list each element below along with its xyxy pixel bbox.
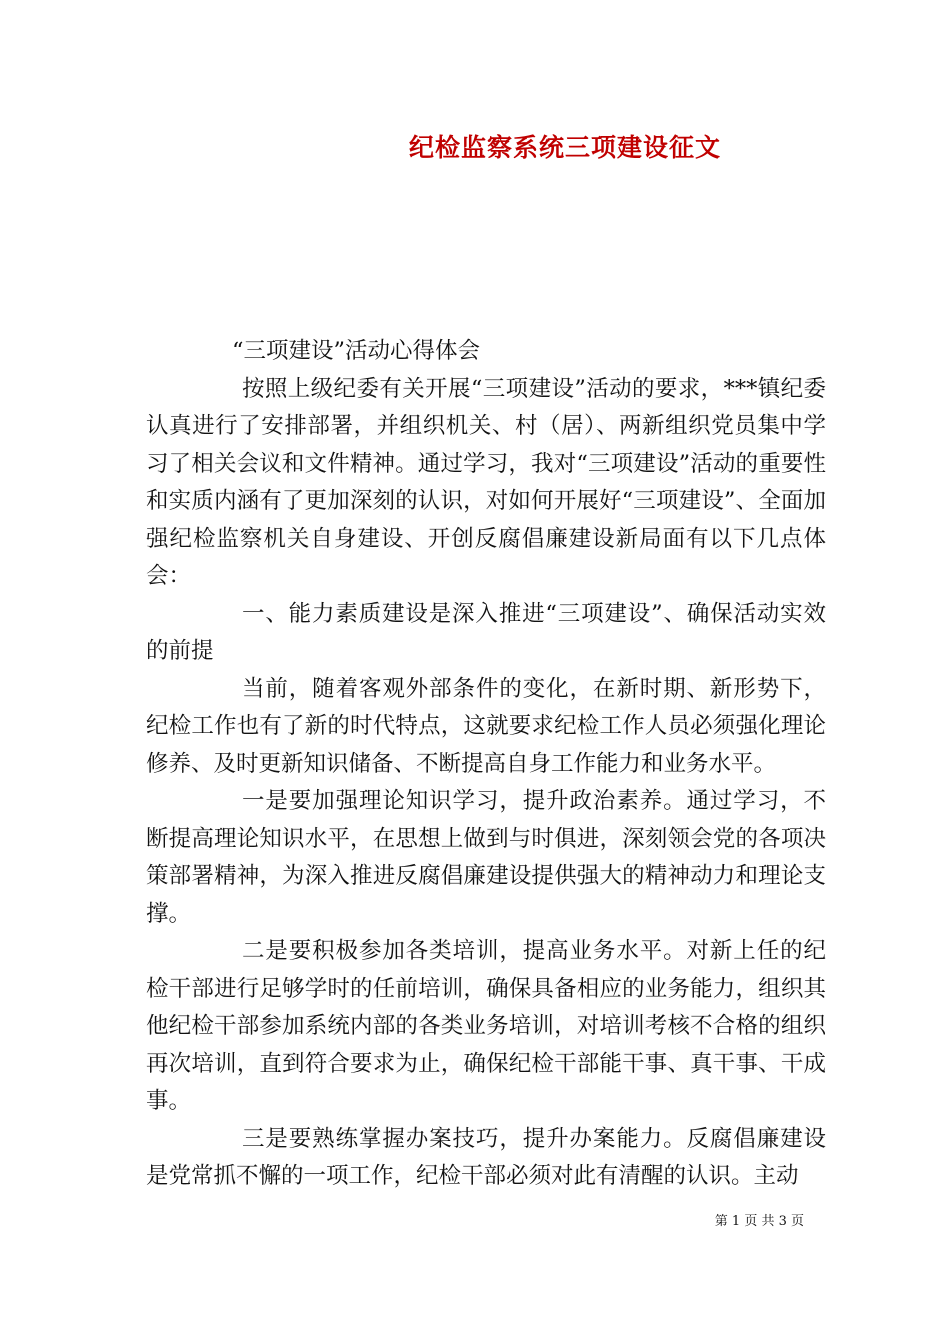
document-subtitle: “三项建设”活动心得体会 — [232, 338, 481, 364]
document-body — [146, 333, 826, 1196]
paragraph-intro: 按照上级纪委有关开展“三项建设”活动的要求，***镇纪委认真进行了安排部署，并组织机关、村（居）、两新组织党员集中学习了相关会议和文件精神。通过学习，我对“三项建设”活动的重要性和实质内涵有了更加深刻的认识，对如何开展好“三项建设”、全面加强纪检监察机关自身建设、开创反腐倡廉建设新局面有以下几点体会： — [146, 375, 826, 589]
paragraph-section-heading: 一、能力素质建设是深入推进“三项建设”、确保活动实效的前提 — [146, 600, 826, 664]
page-number: 第 1 页 共 3 页 — [714, 1214, 804, 1229]
paragraph-point-two: 二是要积极参加各类培训，提高业务水平。对新上任的纪检干部进行足够学时的任前培训，确保具备相应的业务能力，组织其他纪检干部参加系统内部的各类业务培训，对培训考核不合格的组织再次培训，直到符合要求为止，确保纪检干部能干事、真干事、干成事。 — [146, 938, 826, 1114]
paragraph-point-one: 一是要加强理论知识学习，提升政治素养。通过学习，不断提高理论知识水平，在思想上做到与时俱进，深刻领会党的各项决策部署精神，为深入推进反腐倡廉建设提供强大的精神动力和理论支撑。 — [146, 788, 826, 927]
document-title: 纪检监察系统三项建设征文 — [408, 133, 721, 162]
paragraph-context: 当前，随着客观外部条件的变化，在新时期、新形势下，纪检工作也有了新的时代特点，这就要求纪检工作人员必须强化理论修养、及时更新知识储备、不断提高自身工作能力和业务水平。 — [146, 675, 826, 777]
paragraph-point-three: 三是要熟练掌握办案技巧，提升办案能力。反腐倡廉建设是党常抓不懈的一项工作，纪检干部必须对此有清醒的认识。主动 — [146, 1125, 826, 1189]
